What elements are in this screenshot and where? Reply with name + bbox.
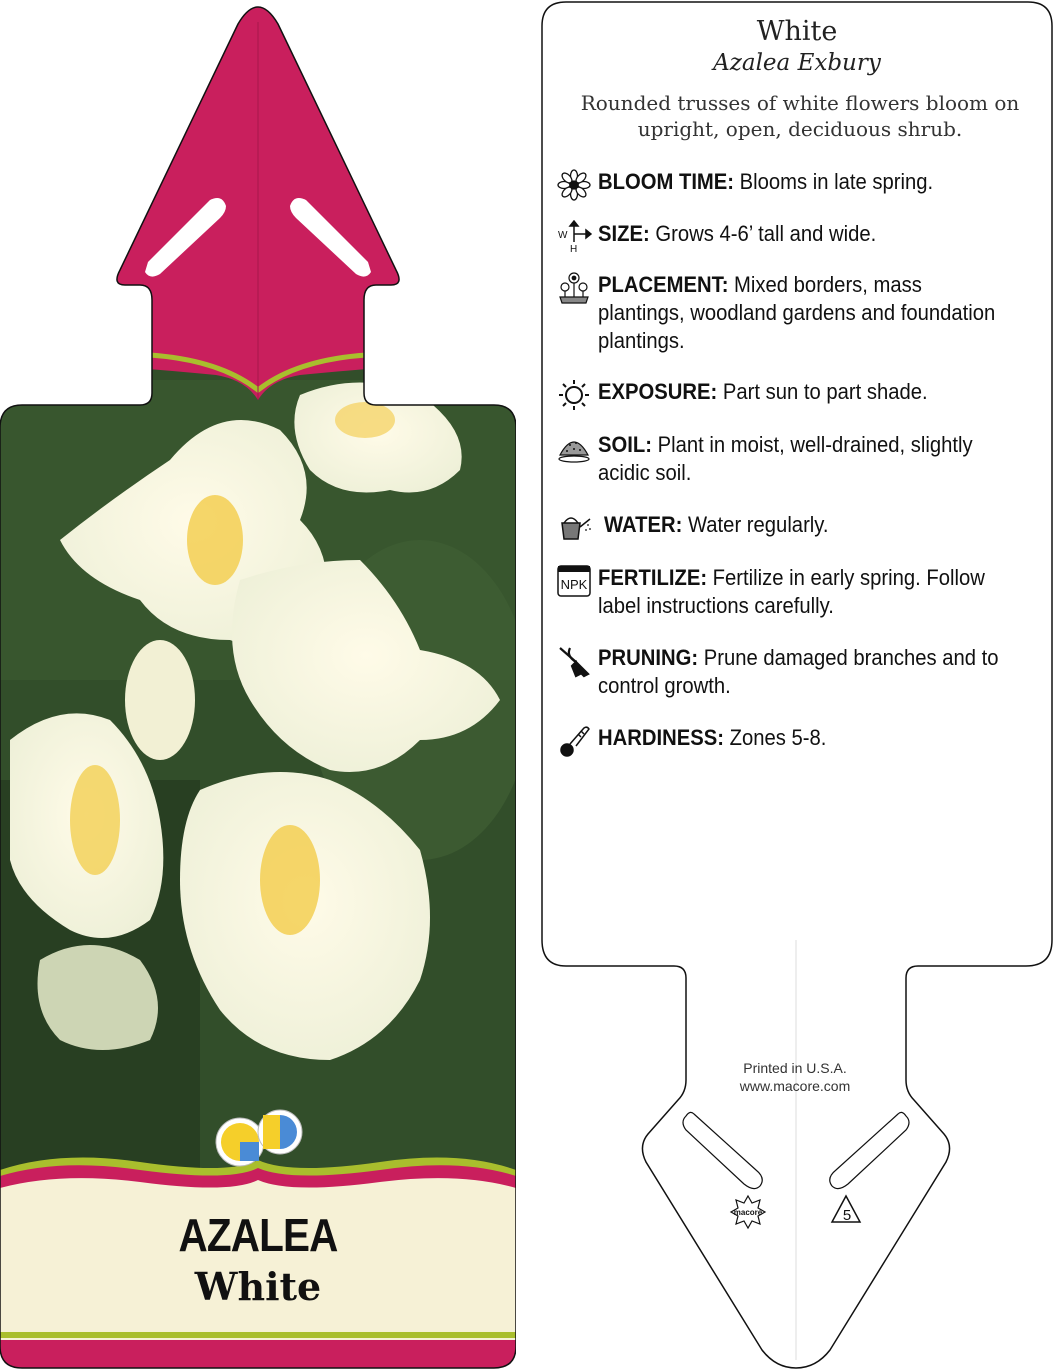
watering-can-icon: [556, 511, 592, 545]
thermometer-icon: [556, 724, 592, 758]
npk-icon: [556, 564, 592, 598]
size-icon-h: H: [570, 244, 578, 254]
care-text: Prune damaged branches and to control growth.: [598, 645, 999, 698]
care-label: SOIL:: [598, 432, 652, 457]
macore-logo: [731, 1196, 765, 1228]
care-text: Mixed borders, mass plantings, woodland gardens and foundation plantings.: [598, 272, 996, 353]
macore-logo-text: macore: [733, 1208, 763, 1217]
care-label: SIZE:: [598, 221, 650, 246]
sun-icon: [556, 378, 592, 412]
care-text: Fertilize in early spring. Follow label instructions carefully.: [598, 565, 985, 618]
plant-variety: White: [194, 1264, 322, 1309]
care-text: Part sun to part shade.: [717, 379, 928, 404]
back-title: White: [756, 16, 838, 47]
size-icon-w: W: [558, 230, 568, 241]
care-label: WATER:: [604, 512, 683, 537]
plant-name: AZALEA: [178, 1209, 338, 1261]
website: www.macore.com: [739, 1078, 851, 1094]
care-text: Grows 4-6’ tall and wide.: [649, 221, 877, 246]
care-label: EXPOSURE:: [598, 379, 718, 404]
soil-icon: [556, 431, 592, 465]
pruners-icon: [556, 644, 592, 678]
care-text: Blooms in late spring.: [734, 169, 934, 194]
care-label: FERTILIZE:: [598, 565, 708, 590]
care-label: PLACEMENT:: [598, 272, 729, 297]
plants-icon: [556, 271, 592, 305]
npk-text: NPK: [560, 577, 588, 592]
back-subtitle: Azalea Exbury: [713, 50, 881, 76]
care-text: Water regularly.: [682, 512, 829, 537]
care-label: PRUNING:: [598, 645, 699, 670]
back-description: Rounded trusses of white flowers bloom on upright, open, deciduous shrub.: [580, 91, 1020, 141]
care-label: BLOOM TIME:: [598, 169, 735, 194]
printed-in: Printed in U.S.A.: [743, 1060, 847, 1076]
care-text: Plant in moist, well-drained, slightly acidic soil.: [598, 432, 973, 485]
flower-icon: [556, 168, 592, 202]
care-label: HARDINESS:: [598, 725, 724, 750]
size-arrows-icon: [556, 220, 592, 254]
recycle-number: 5: [842, 1207, 852, 1224]
care-text: Zones 5-8.: [723, 725, 827, 750]
